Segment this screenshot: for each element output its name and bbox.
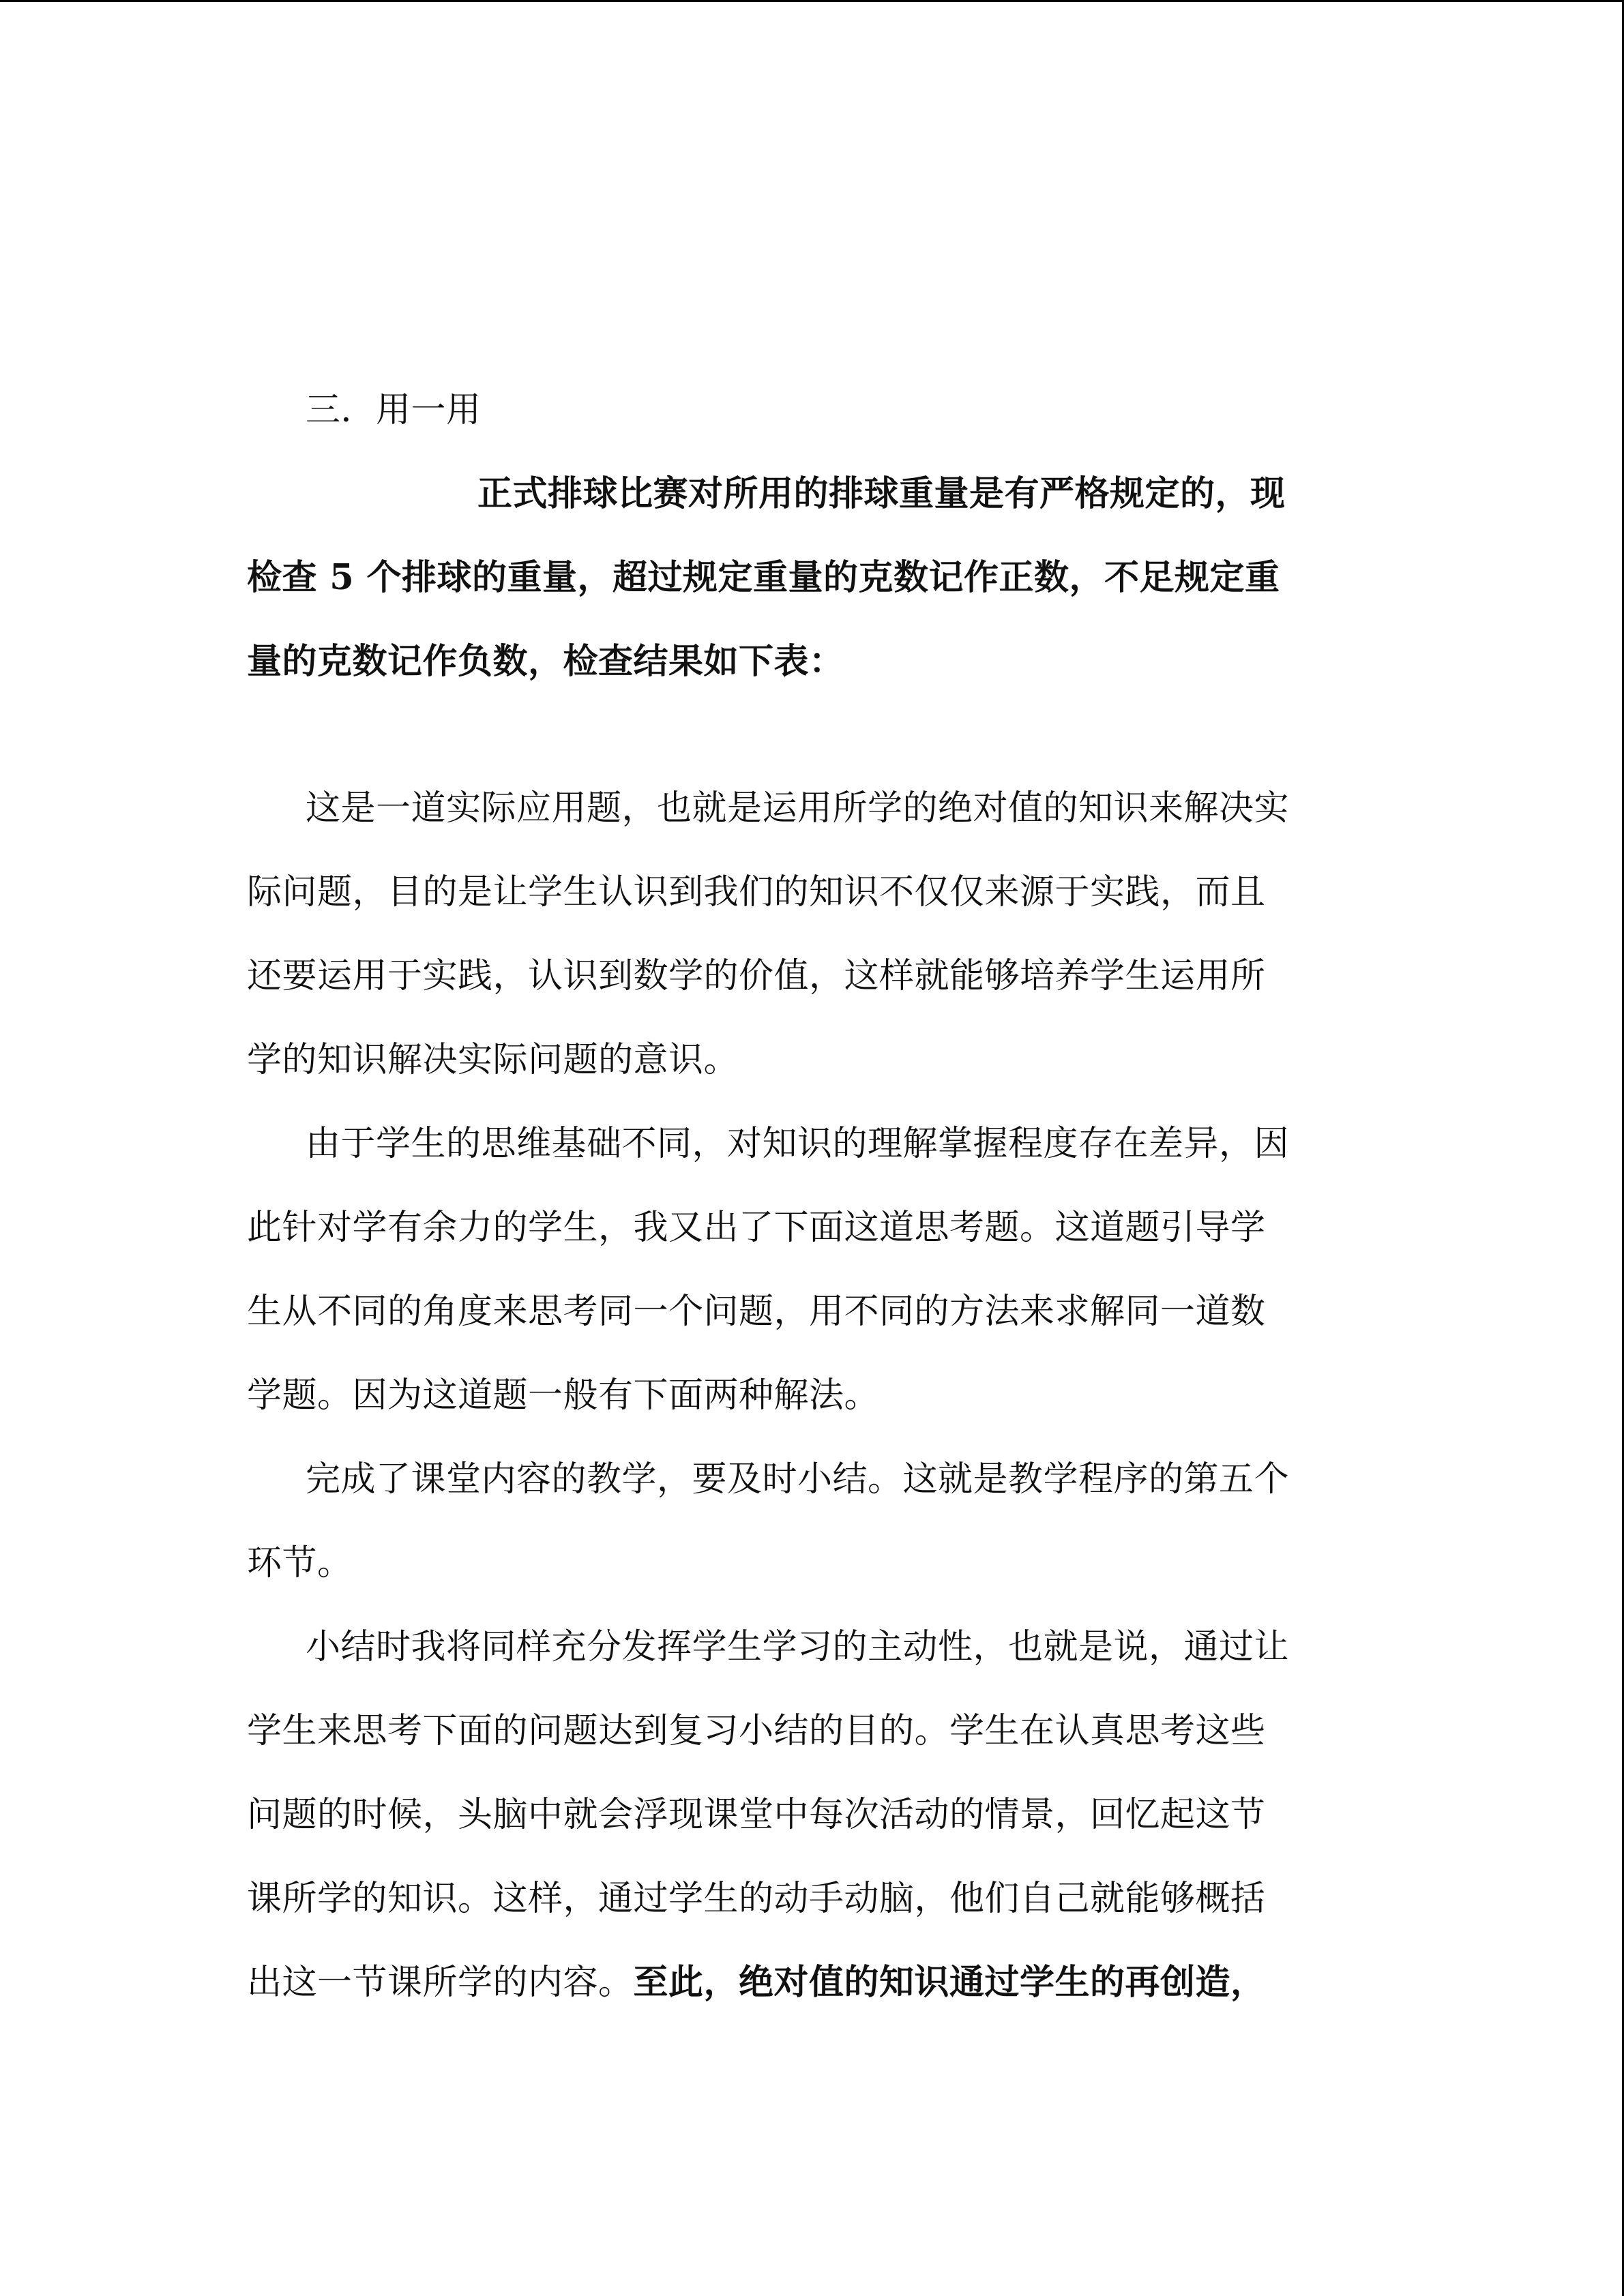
problem-line: 检查 5 个排球的重量，超过规定重量的克数记作正数，不足规定重 [247,557,1280,598]
paragraph-line-mixed [247,1941,1379,2025]
section-heading: 三．用一用 [306,390,482,430]
paragraph-line: 生从不同的角度来思考同一个问题，用不同的方法来求解同一道数 [247,1292,1266,1332]
problem-line: 正式排球比赛对所用的排球重量是有严格规定的，现 [477,473,1286,514]
problem-statement [247,452,1379,704]
paragraph-thinking-question [247,1102,1379,1437]
paragraph-text-normal: 出这一节课所学的内容。 [247,1963,634,2003]
paragraph-summary-intro [247,1437,1379,1605]
paragraph-line: 由于学生的思维基础不同，对知识的理解掌握程度存在差异，因 [306,1124,1290,1164]
paragraph-line: 还要运用于实践，认识到数学的价值，这样就能够培养学生运用所 [247,956,1266,996]
paragraph-line: 问题的时候，头脑中就会浮现课堂中每次活动的情景，回忆起这节 [247,1795,1266,1835]
document-body [247,368,1379,2025]
paragraph-summary [247,1605,1379,2025]
paragraph-line: 课所学的知识。这样，通过学生的动手动脑，他们自己就能够概括 [247,1879,1266,1919]
paragraph-line: 学生来思考下面的问题达到复习小结的目的。学生在认真思考这些 [247,1711,1266,1751]
paragraph-line: 际问题，目的是让学生认识到我们的知识不仅仅来源于实践，而且 [247,872,1266,912]
problem-line: 量的克数记作负数，检查结果如下表： [247,641,844,682]
paragraph-text-bold: 至此，绝对值的知识通过学生的再创造， [633,1962,1266,2003]
paragraph-line: 完成了课堂内容的教学，要及时小结。这就是教学程序的第五个 [306,1459,1290,1500]
paragraph-line: 学的知识解决实际问题的意识。 [247,1040,739,1080]
paragraph-line: 环节。 [247,1543,353,1583]
paragraph-line: 小结时我将同样充分发挥学生学习的主动性，也就是说，通过让 [306,1627,1290,1667]
paragraph-application [247,766,1379,1102]
paragraph-line: 学题。因为这道题一般有下面两种解法。 [247,1375,880,1416]
table-placeholder-gap [247,704,1379,766]
page-border-top [0,0,1624,2]
paragraph-line: 这是一道实际应用题，也就是运用所学的绝对值的知识来解决实 [306,788,1290,829]
paragraph-line: 此针对学有余力的学生，我又出了下面这道思考题。这道题引导学 [247,1208,1266,1248]
